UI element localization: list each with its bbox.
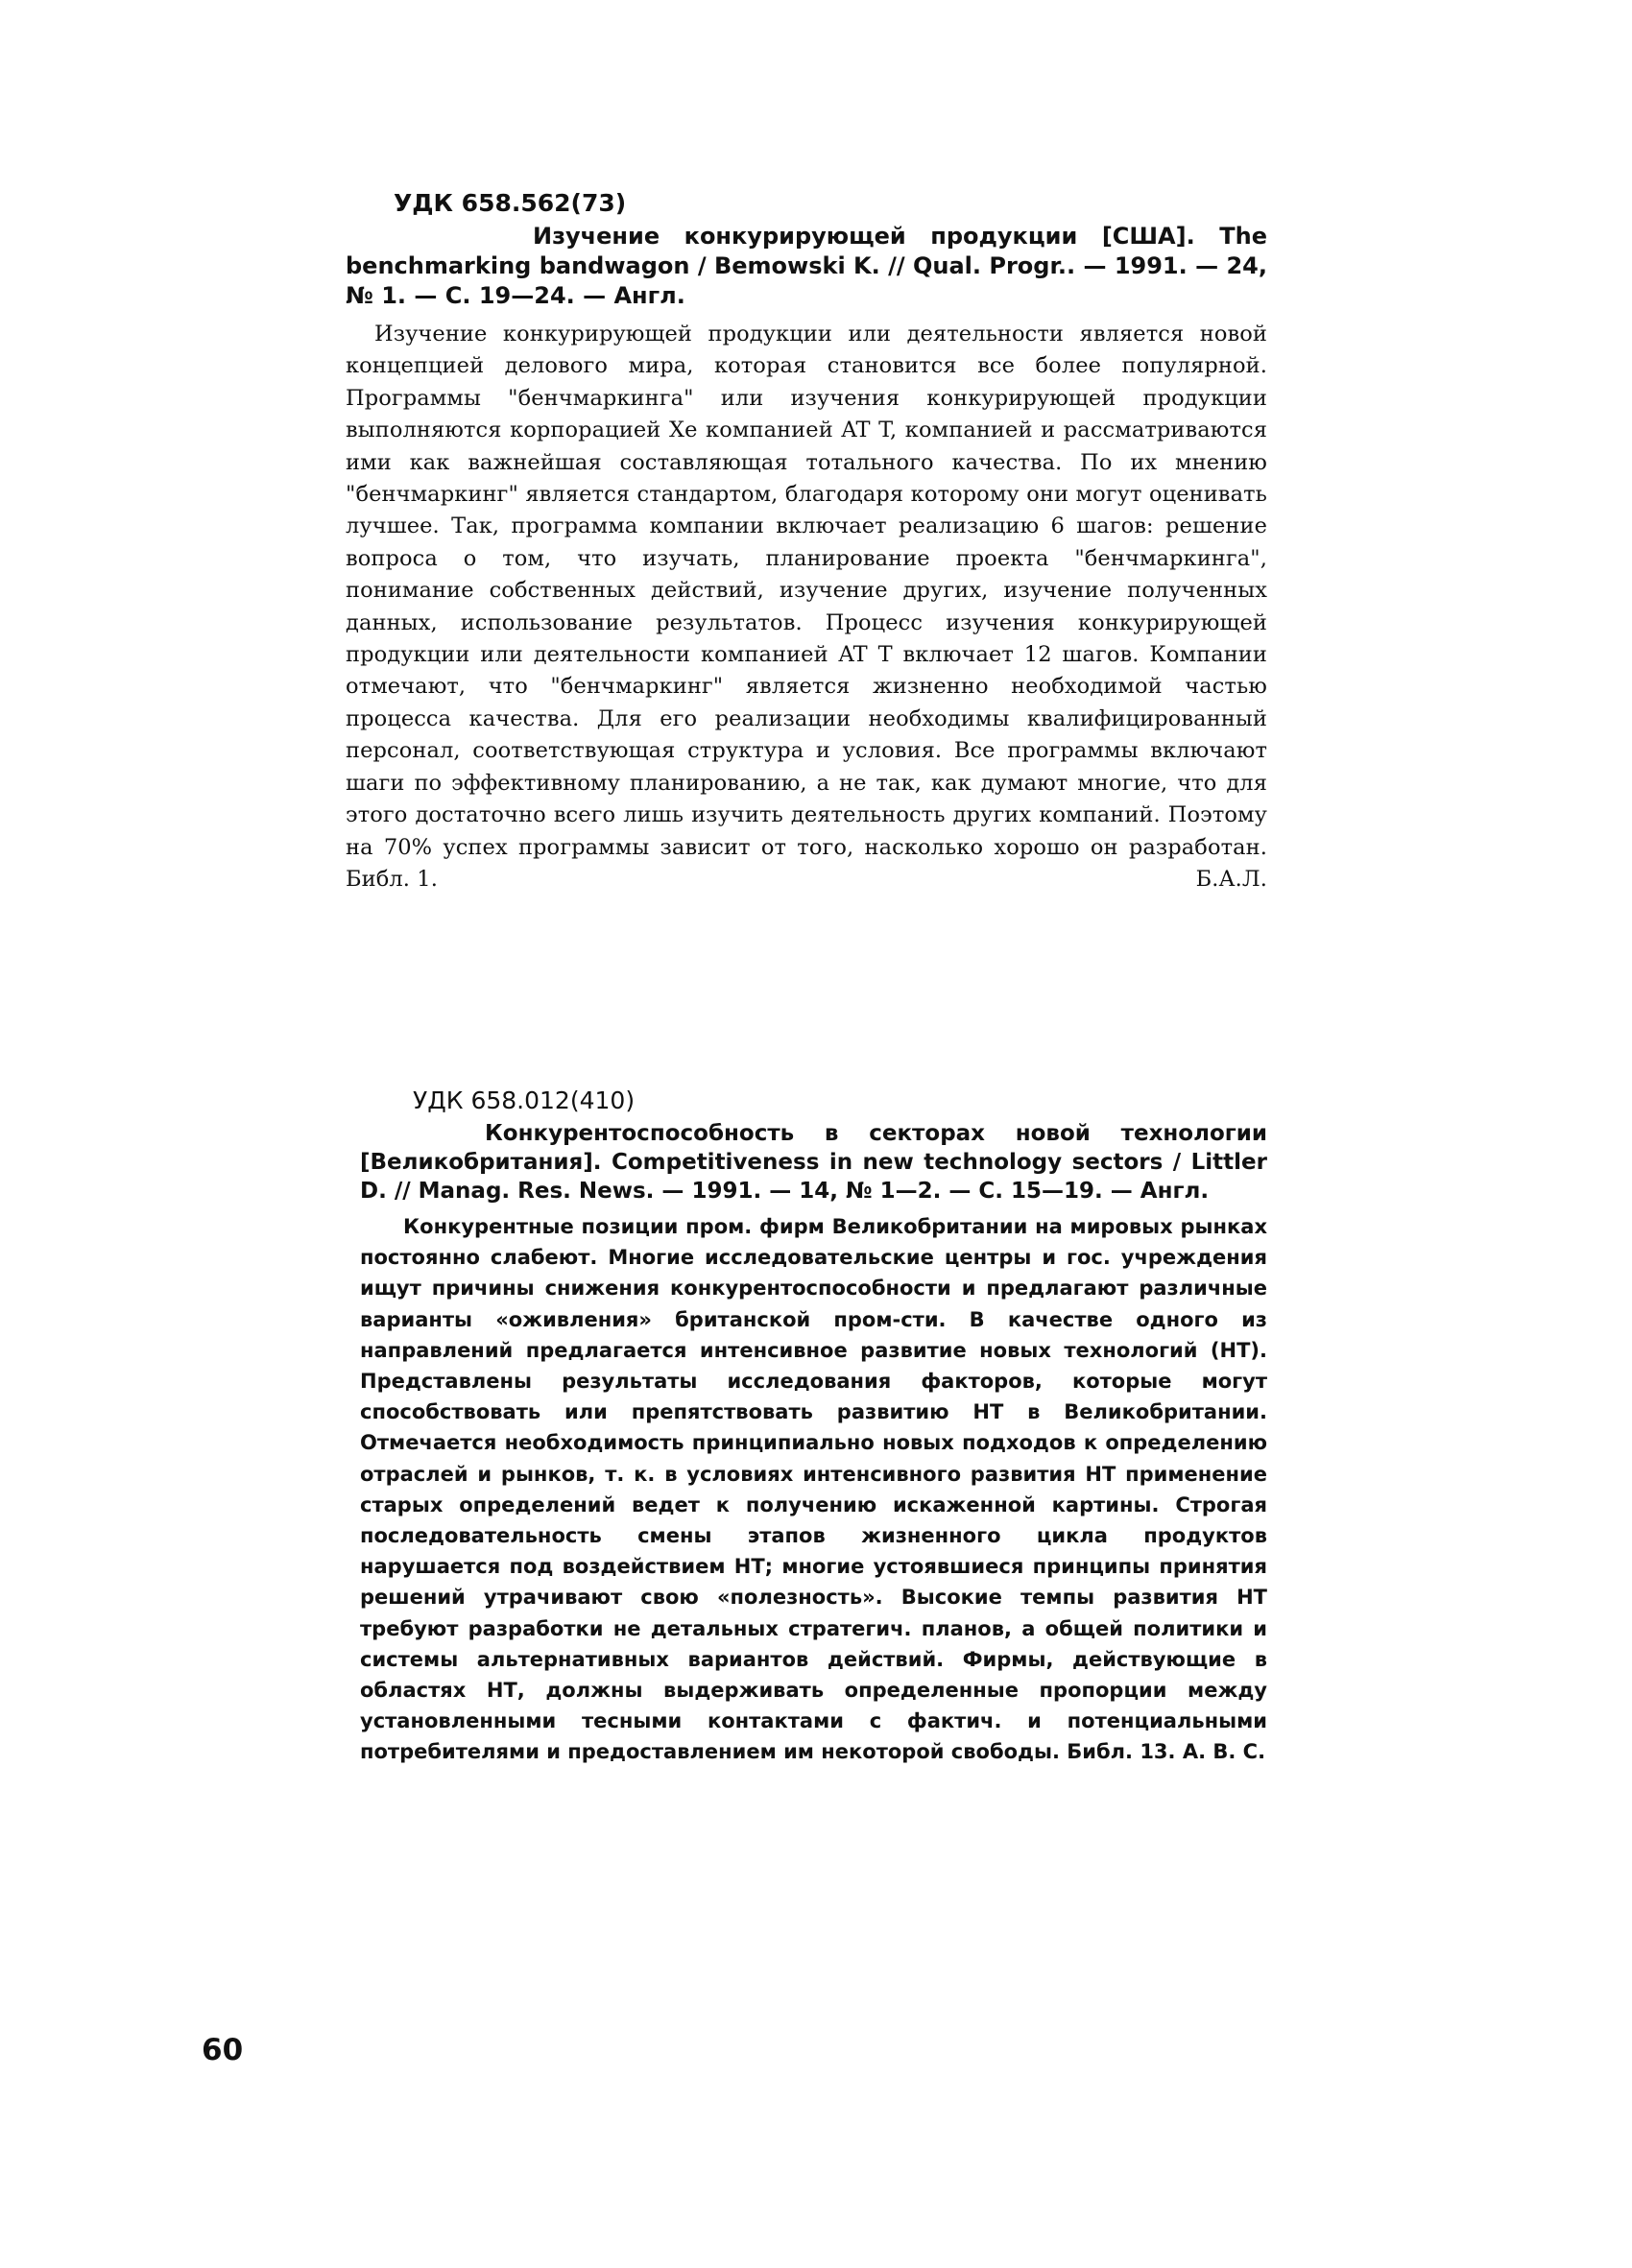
entry-bibliography: [Великобритания]. Competitiveness in new technology sectors / Littler D. // Manag. Res. News. — 1991. — 14, № 1—2. — С. 15—19. — Англ. <box>360 1150 1267 1204</box>
entry-title: Конкурентоспособность в секторах новой технологии <box>485 1121 1267 1146</box>
abstractor-signature: Б.А.Л. <box>1195 866 1267 892</box>
udc-code: УДК 658.562(73) <box>394 189 627 217</box>
abstract-entry-1 <box>346 187 1267 895</box>
entry-heading <box>360 1119 1267 1206</box>
abstract-text: Конкурентные позиции пром. фирм Великобритании на мировых рынках постоянно слабеют. Многие исследовательские центры и гос. учреждения ищут причины снижения конкурентоспособности и предлагают различные варианты «оживления» британской пром-сти. В качестве одного из направлений предлагается интенсивное развитие новых технологий (НТ). Представлены результаты исследования факторов, которые могут способствовать или препятствовать развитию НТ в Великобритании. Отмечается необходимость принципиально новых подходов к определению отраслей и рынков, т. к. в условиях интенсивного развития НТ применение старых определений ведет к получению искаженной картины. Строгая последовательность смены этапов жизненного цикла продуктов нарушается под воздействием НТ; многие устоявшиеся принципы принятия решений утрачивают свою «полезность». Высокие темпы развития НТ требуют разработки не детальных стратегич. планов, а общей политики и системы альтернативных вариантов действий. Фирмы, действующие в областях НТ, должны выдерживать определенные пропорции между установленными тесными контактами с фактич. и потенциальными потребителями и предоставлением им некоторой свободы. Библ. 13. <box>360 1215 1267 1764</box>
entry-abstract <box>346 319 1267 895</box>
entry-title: Изучение конкурирующей продукции <box>533 223 1078 250</box>
abstract-text: Изучение конкурирующей продукции или деятельности является новой концепцией делового мира, которая становится все более популярной. Программы "бенчмаркинга" или изучения конкурирующей продукции выполняются корпорацией Хе компанией AT T, компанией и рассматриваются ими как важнейшая составляющая тотального качества. По их мнению "бенчмаркинг" является стандартом, благодаря которому они могут оценивать лучшее. Так, программа компании включает реализацию 6 шагов: решение вопроса о том, что изучать, планирование проекта "бенчмаркинга", понимание собственных действий, изучение других, изучение полученных данных, использование результатов. Процесс изучения конкурирующей продукции или деятельности компанией AT T включает 12 шагов. Компании отмечают, что "бенчмаркинг" является жизненно необходимой частью процесса качества. Для его реализации необходимы квалифицированный персонал, соответствующая структура и условия. Все программы включают шаги по эффективному планированию, а не так, как думают многие, что для этого достаточно всего лишь изучить деятельность других компаний. Поэтому на 70% успех программы зависит от того, насколько хорошо он разработан. Библ. 1. <box>346 322 1267 892</box>
entry-heading <box>346 222 1267 311</box>
abstractor-signature: А. В. С. <box>1182 1740 1266 1764</box>
page-number: 60 <box>202 2033 244 2067</box>
udc-code: УДК 658.012(410) <box>413 1086 636 1114</box>
entry-abstract <box>360 1211 1267 1768</box>
abstract-entry-2 <box>360 1085 1267 1768</box>
entry-bibliography: [США]. The benchmarking bandwagon / Bemowski K. // Qual. Progr.. — 1991. — 24, № 1. — С. 19—24. — Англ. <box>346 223 1268 309</box>
